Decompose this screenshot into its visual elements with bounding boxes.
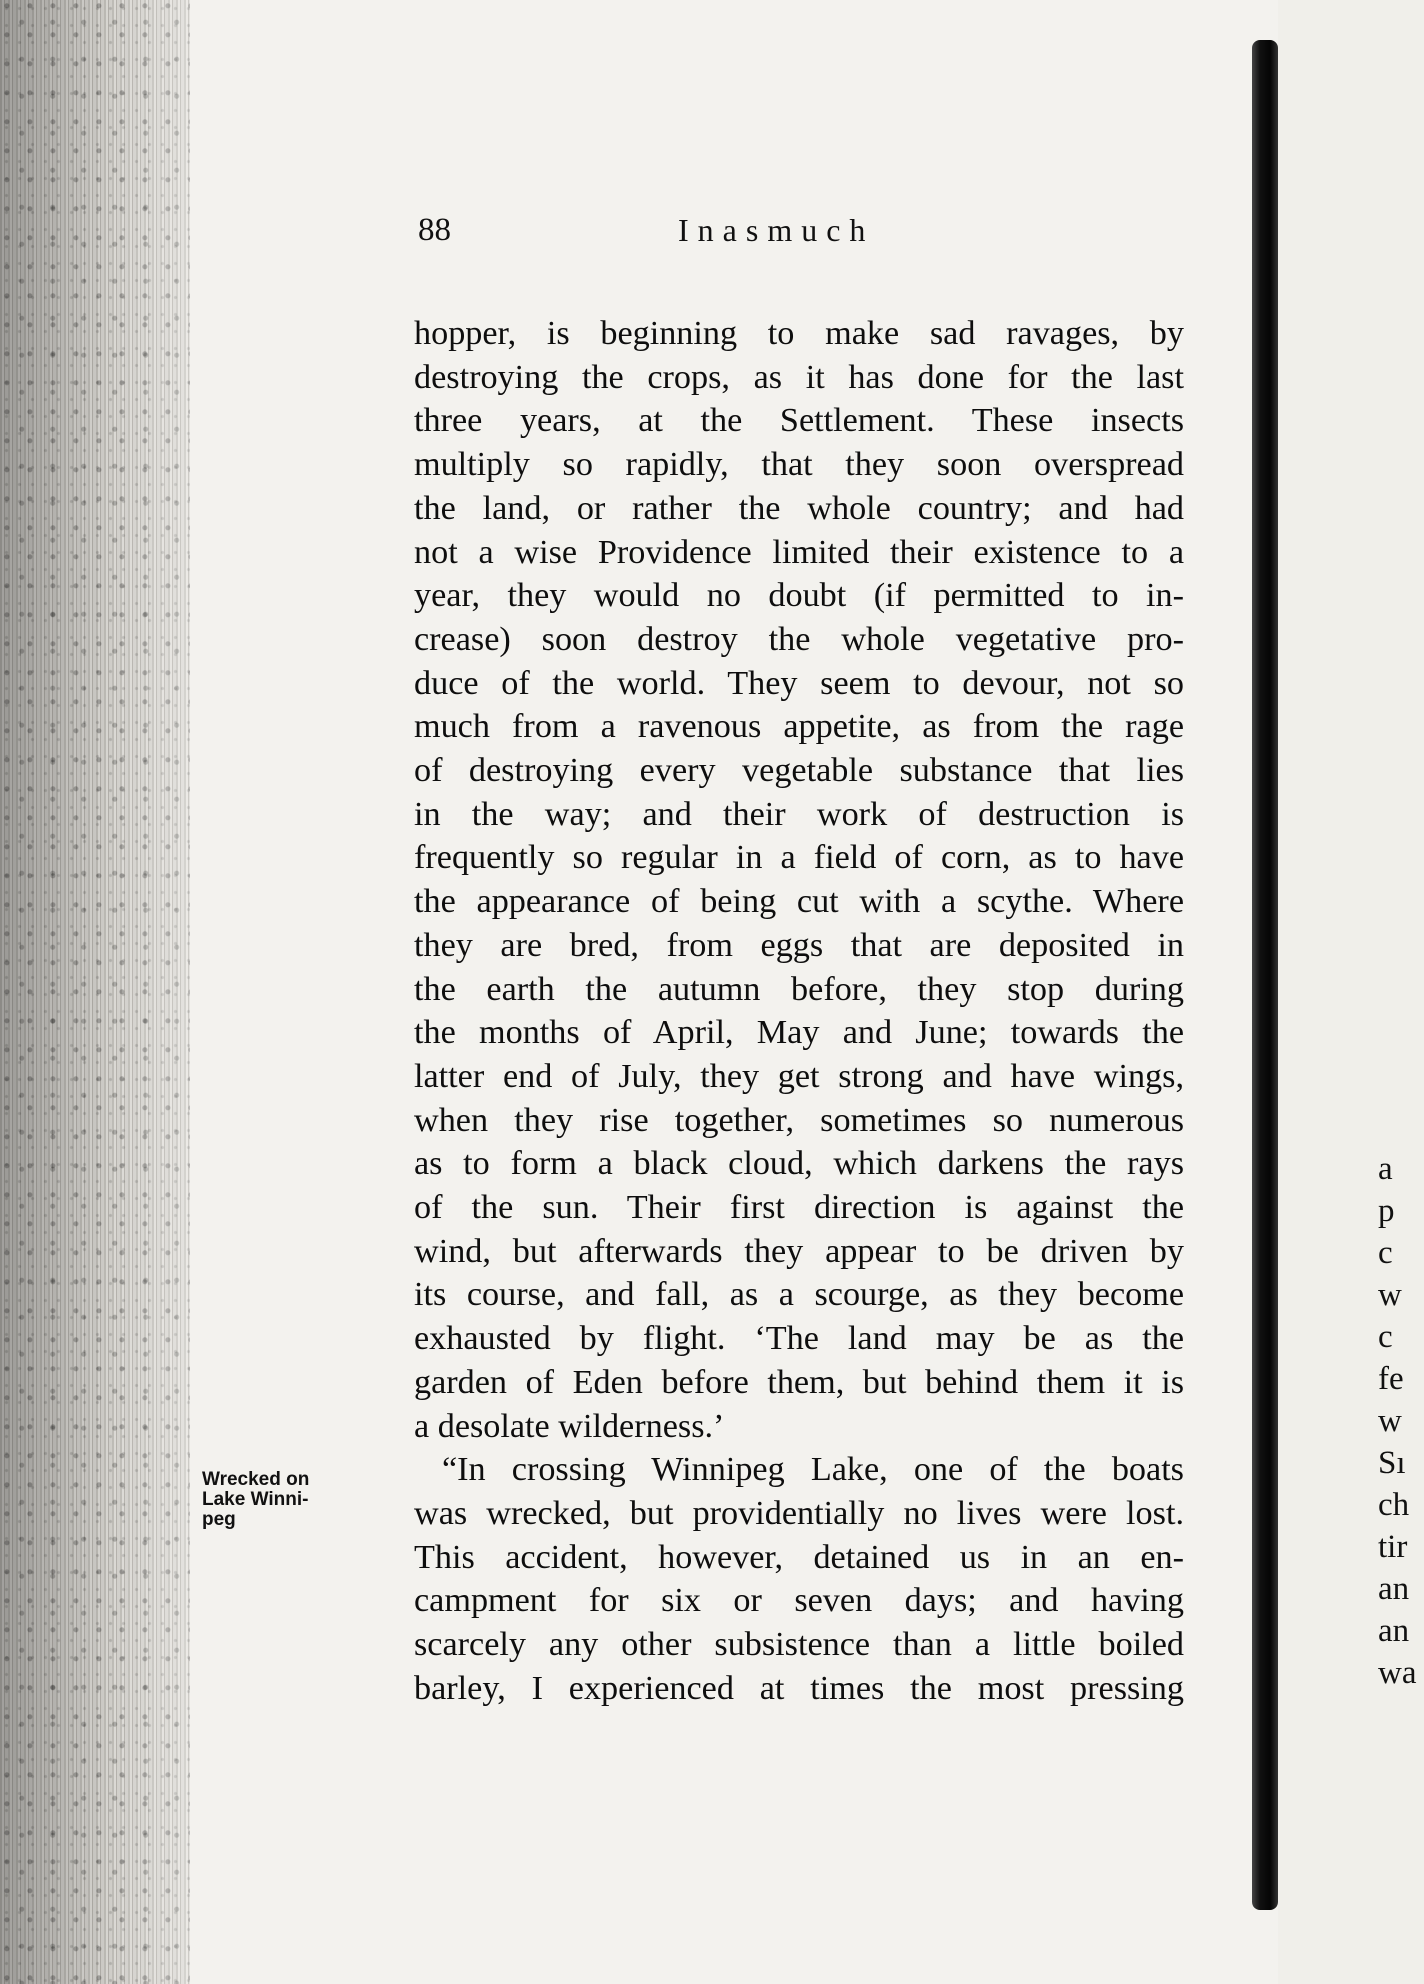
- margin-note-line: peg: [202, 1509, 236, 1530]
- text-line: was wrecked, but providentially no lives were lost.: [414, 1494, 1184, 1532]
- next-page-fragment: Sı: [1378, 1445, 1406, 1481]
- next-page-fragment: fe: [1378, 1361, 1404, 1397]
- text-line: of destroying every vegetable substance that lies: [414, 752, 1184, 790]
- next-page-fragment: c: [1378, 1319, 1393, 1355]
- text-line: in the way; and their work of destruction is: [414, 795, 1184, 833]
- text-line: campment for six or seven days; and having: [414, 1582, 1184, 1620]
- next-page-fragment: w: [1378, 1277, 1402, 1313]
- text-line: when they rise together, sometimes so numerous: [414, 1101, 1184, 1139]
- text-line: multiply so rapidly, that they soon overspread: [414, 446, 1184, 484]
- page-number: 88: [418, 212, 451, 248]
- next-page-fragment: wa: [1378, 1655, 1417, 1691]
- book-page-edges: [0, 0, 190, 1984]
- margin-note-line: Lake Winni-: [202, 1489, 309, 1510]
- text-line: the appearance of being cut with a scythe. Where: [414, 883, 1184, 921]
- next-page-fragment: tir: [1378, 1529, 1408, 1565]
- text-line: year, they would no doubt (if permitted to in-: [414, 577, 1184, 615]
- text-line: wind, but afterwards they appear to be driven by: [414, 1232, 1184, 1270]
- running-title: Inasmuch: [678, 212, 875, 248]
- text-line: of the sun. Their first direction is against the: [414, 1189, 1184, 1227]
- next-page-fragment: p: [1378, 1193, 1395, 1229]
- next-page-fragment: c: [1378, 1235, 1393, 1271]
- book-gutter-shadow: [1252, 40, 1278, 1910]
- text-line: destroying the crops, as it has done for the last: [414, 358, 1184, 396]
- next-page-fragment: w: [1378, 1403, 1402, 1439]
- text-line: This accident, however, detained us in an en-: [414, 1538, 1184, 1576]
- text-line: the earth the autumn before, they stop during: [414, 970, 1184, 1008]
- text-line: the months of April, May and June; towards the: [414, 1014, 1184, 1052]
- text-line: its course, and fall, as a scourge, as they become: [414, 1276, 1184, 1314]
- next-page-fragment: an: [1378, 1571, 1410, 1607]
- text-line: a desolate wilderness.’: [414, 1407, 725, 1445]
- text-line: garden of Eden before them, but behind them it is: [414, 1363, 1184, 1401]
- next-page-fragment: a: [1378, 1151, 1393, 1187]
- next-page-fragment: ch: [1378, 1487, 1410, 1523]
- text-line: not a wise Providence limited their existence to a: [414, 533, 1184, 571]
- text-line: duce of the world. They seem to devour, not so: [414, 664, 1184, 702]
- next-page-text-fragments: [1378, 1148, 1416, 1694]
- text-line: frequently so regular in a field of corn, as to have: [414, 839, 1184, 877]
- body-text: [414, 312, 1184, 1711]
- margin-note: [202, 1470, 372, 1530]
- page-header: [418, 212, 938, 262]
- text-line: the land, or rather the whole country; and had: [414, 489, 1184, 527]
- text-line: they are bred, from eggs that are deposited in: [414, 926, 1184, 964]
- text-line: three years, at the Settlement. These insects: [414, 402, 1184, 440]
- text-line: exhausted by flight. ‘The land may be as the: [414, 1320, 1184, 1358]
- text-line: scarcely any other subsistence than a little boiled: [414, 1626, 1184, 1664]
- text-line: as to form a black cloud, which darkens the rays: [414, 1145, 1184, 1183]
- next-page-fragment: an: [1378, 1613, 1410, 1649]
- margin-note-line: Wrecked on: [202, 1469, 310, 1490]
- text-line: “In crossing Winnipeg Lake, one of the boats: [442, 1451, 1184, 1489]
- text-line: latter end of July, they get strong and have wings,: [414, 1057, 1184, 1095]
- text-line: barley, I experienced at times the most pressing: [414, 1669, 1184, 1707]
- next-page-edge: [1278, 0, 1424, 1984]
- text-line: hopper, is beginning to make sad ravages, by: [414, 315, 1184, 352]
- text-line: much from a ravenous appetite, as from the rage: [414, 708, 1184, 746]
- text-line: crease) soon destroy the whole vegetative pro-: [414, 620, 1184, 658]
